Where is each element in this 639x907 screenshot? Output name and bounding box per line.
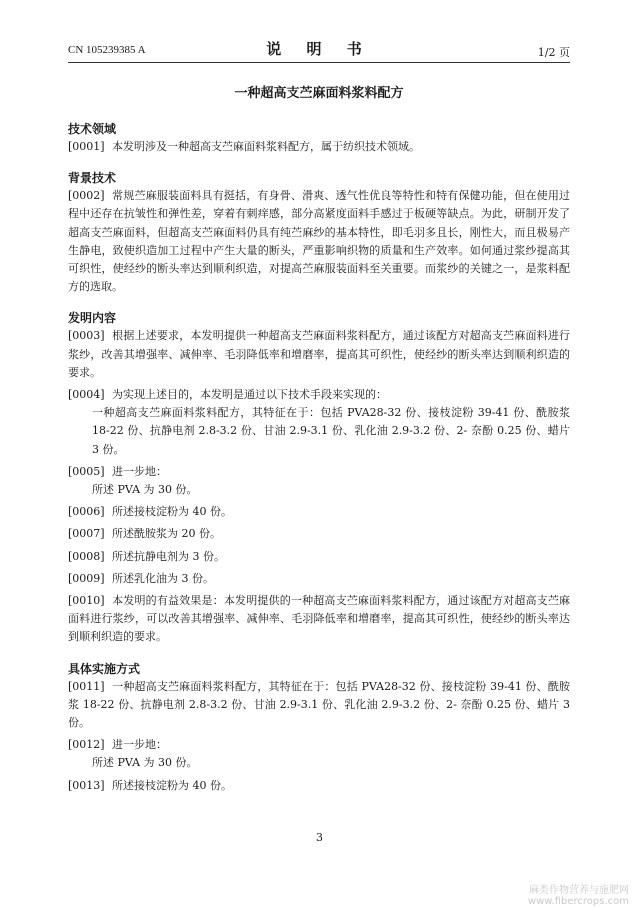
paragraph-0013 (68, 777, 570, 795)
paragraph-text: 常规苎麻服装面料具有挺括，有身骨、滑爽、透气性优良等特性和特有保健功能，但在使用过程中还存在抗皱性和弹性差，穿着有刺痒感，部分高紧度面料手感过于板硬等缺点。为此，研制开发了超高支苎麻面料，但超高支苎麻面料仍具有纯苎麻纱的基本特性，即毛羽多且长，刚性大，而且极易产生静电，致使织造加工过程中产生大量的断头，严重影响织物的质量和生产效率。如何通过浆纱提高其可织性，使经纱的断头率达到顺利织造，对提高苎麻服装面料至关重要。而浆纱的关键之一，是浆料配方的选取。 (68, 189, 570, 294)
paragraph-0006 (68, 503, 570, 521)
paragraph-0005-continued: 所述 PVA 为 30 份。 (92, 483, 198, 497)
section-heading-background: 背景技术 (68, 171, 117, 186)
paragraph-0012-continued: 所述 PVA 为 30 份。 (92, 756, 198, 770)
paragraph-text: 所述抗静电剂为 3 份。 (112, 549, 225, 563)
paragraph-text: 进一步地： (112, 738, 167, 752)
header-title: 说 明 书 (266, 40, 372, 58)
paragraph-text: 进一步地： (112, 464, 167, 478)
paragraph-text: 为实现上述目的，本发明是通过以下技术手段来实现的： (112, 388, 387, 402)
page-header (68, 38, 570, 60)
document-body (68, 120, 570, 795)
paragraph-0001 (68, 138, 570, 156)
section-heading-summary: 发明内容 (68, 311, 117, 326)
paragraph-0007 (68, 525, 570, 543)
paragraph-number: [0010] (68, 594, 105, 608)
paragraph-0010 (68, 592, 570, 647)
paragraph-text: 一种超高支苎麻面料浆料配方，其特征在于：包括 PVA28-32 份、接枝淀粉 39-41 份、酰胺浆 18-22 份、抗静电剂 2.8-3.2 份、甘油 2.9-3.1 份、乳化油 2.9-3.2 份、2- 奈酚 0.25 份、蜡片 3 份。 (68, 679, 570, 730)
paragraph-0003 (68, 327, 570, 382)
paragraph-text: 本发明涉及一种超高支苎麻面料浆料配方，属于纺织技术领域。 (112, 140, 420, 153)
paragraph-0004-continued: 一种超高支苎麻面料浆料配方，其特征在于：包括 PVA28-32 份、接枝淀粉 39-41 份、酰胺浆 18-22 份、抗静电剂 2.8-3.2 份、甘油 2.9-3.1 份、乳化油 2.9-3.2 份、2- 奈酚 0.25 份、蜡片 3 份。 (92, 406, 570, 456)
paragraph-0004 (68, 386, 570, 404)
watermark-line-1: 麻类作物营养与施肥网 (529, 885, 629, 896)
paragraph-0008 (68, 548, 570, 566)
paragraph-text: 所述酰胺浆为 20 份。 (112, 527, 221, 541)
paragraph-text: 本发明的有益效果是：本发明提供的一种超高支苎麻面料浆料配方，通过该配方对超高支苎麻面料进行浆纱，可以改善其增强率、减伸率、毛羽降低率和增磨率，提高其可织性，使经纱的断头率达到顺利织造的要求。 (68, 594, 570, 644)
watermark-line-2: www.fibercrops.com (527, 896, 629, 907)
header-divider (68, 62, 570, 63)
paragraph-number: [0003] (68, 329, 105, 343)
paragraph-text: 所述接枝淀粉为 40 份。 (112, 778, 232, 792)
page-number: 3 (316, 831, 323, 844)
paragraph-number: [0012] (68, 738, 105, 752)
document-title: 一种超高支苎麻面料浆料配方 (234, 86, 404, 101)
publication-number: CN 105239385 A (68, 44, 146, 56)
paragraph-text: 根据上述要求，本发明提供一种超高支苎麻面料浆料配方，通过该配方对超高支苎麻面料进行浆纱，改善其增强率、减伸率、毛羽降低率和增磨率，提高其可织性，使经纱的断头率达到顺利织造的要求。 (68, 329, 570, 379)
paragraph-text: 所述乳化油为 3 份。 (112, 571, 214, 585)
paragraph-text: 所述接枝淀粉为 40 份。 (112, 505, 232, 519)
paragraph-0012 (68, 736, 570, 754)
section-heading-technical-field: 技术领域 (68, 122, 117, 136)
paragraph-number: [0009] (68, 571, 105, 585)
paragraph-number: [0002] (68, 189, 105, 203)
paragraph-number: [0013] (68, 778, 105, 792)
paragraph-number: [0007] (68, 527, 105, 541)
paragraph-0011 (68, 678, 570, 733)
paragraph-number: [0005] (68, 464, 105, 478)
paragraph-number: [0011] (68, 679, 105, 693)
page-count: 1/2 页 (537, 46, 570, 59)
paragraph-number: [0004] (68, 388, 105, 402)
paragraph-0009 (68, 570, 570, 588)
watermark (528, 885, 629, 907)
paragraph-0005 (68, 463, 570, 481)
paragraph-number: [0001] (68, 140, 105, 153)
paragraph-number: [0008] (68, 549, 105, 563)
paragraph-0002 (68, 187, 570, 296)
section-heading-embodiment: 具体实施方式 (68, 661, 141, 676)
paragraph-number: [0006] (68, 505, 105, 519)
